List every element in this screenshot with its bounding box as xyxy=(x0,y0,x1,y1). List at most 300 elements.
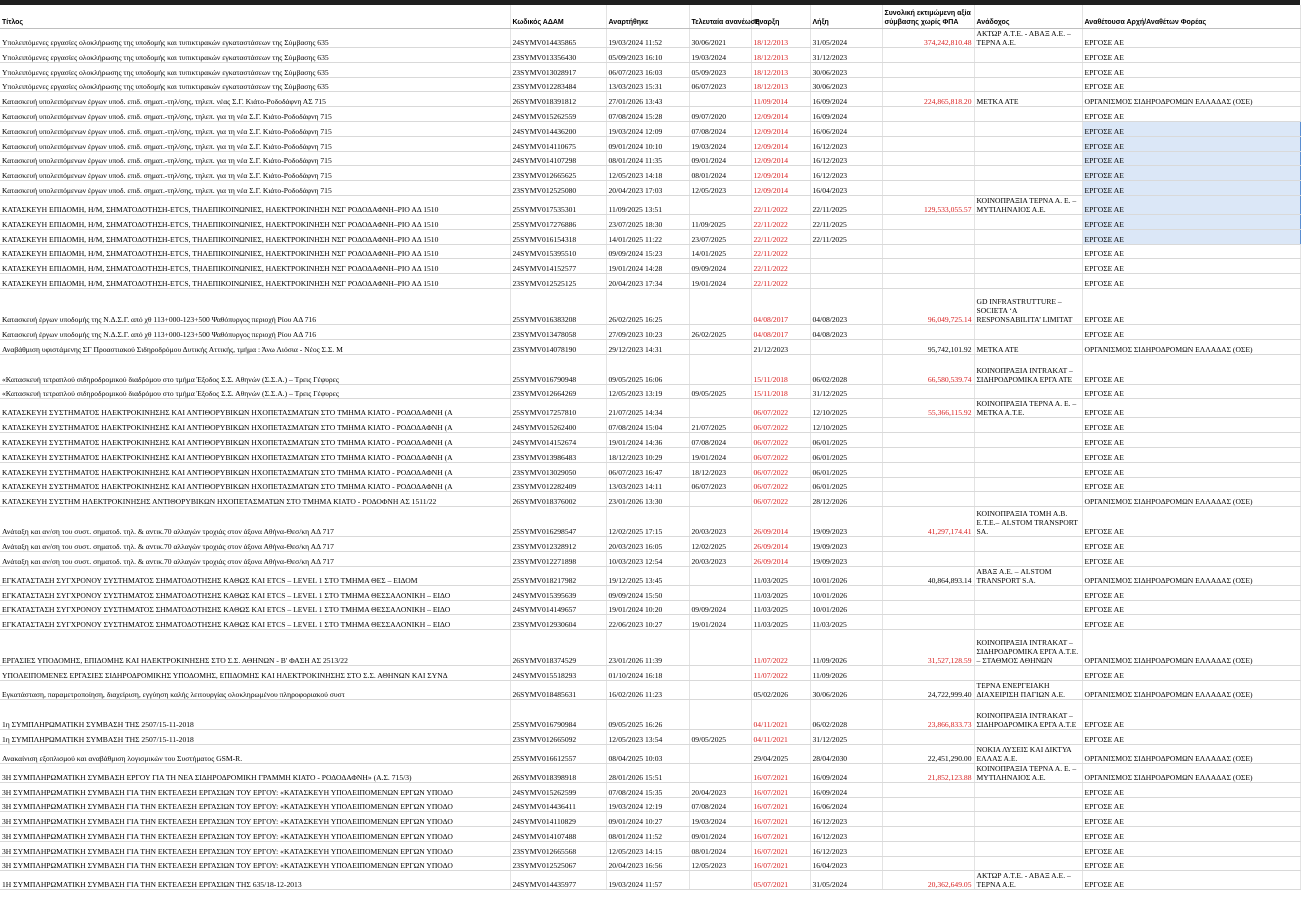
cell-contractor[interactable] xyxy=(974,244,1082,259)
cell-posted[interactable]: 12/05/2023 13:19 xyxy=(606,384,689,399)
cell-last-update[interactable]: 09/07/2020 xyxy=(689,107,751,122)
cell-title[interactable]: ΚΑΤΑΣΚΕΥΗ ΕΠΙΔΟΜΗ, Η/Μ, ΣΗΜΑΤΟΔΟΤΗΣΗ-ETCS, ΤΗΛΕΠΙΚΟΙΝΩΝΙΕΣ, ΗΛΕΚΤΡΟΚΙΝΗΣΗ ΝΣΓ ΡΟΔΟΔΑΦΝΗ–ΡΙΟ ΑΔ 1510 xyxy=(0,214,510,229)
cell-last-update[interactable] xyxy=(689,92,751,107)
cell-posted[interactable]: 19/01/2024 10:20 xyxy=(606,600,689,615)
cell-end[interactable]: 16/06/2024 xyxy=(810,797,882,812)
cell-contractor[interactable] xyxy=(974,166,1082,181)
cell-start[interactable]: 29/04/2025 xyxy=(751,744,810,763)
header-contract-value[interactable]: Συνολική εκτιμώμενη αξία σύμβασης χωρίς ΦΠΑ xyxy=(882,5,974,29)
cell-contract-value[interactable] xyxy=(882,384,974,399)
cell-title[interactable]: 3Η ΣΥΜΠΛΗΡΩΜΑΤΙΚΗ ΣΥΜΒΑΣΗ ΕΡΓΟΥ ΓΙΑ ΤΗ ΝΕΑ ΣΙΔΗΡΟΔΡΟΜΙΚΗ ΓΡΑΜΜΗ ΚΙΑΤΟ - ΡΟΔΟΔΑΦΝΗ» (Α.Σ. 715/3) xyxy=(0,763,510,782)
header-contractor[interactable]: Ανάδοχος xyxy=(974,5,1082,29)
cell-start[interactable]: 04/08/2017 xyxy=(751,288,810,324)
cell-start[interactable]: 16/07/2021 xyxy=(751,812,810,827)
cell-posted[interactable]: 20/04/2023 17:03 xyxy=(606,181,689,196)
cell-adam-code[interactable]: 26SYMV018374529 xyxy=(510,630,606,666)
cell-contract-value[interactable] xyxy=(882,537,974,552)
cell-adam-code[interactable]: 23SYMV012328912 xyxy=(510,537,606,552)
cell-contracting-authority[interactable]: ΟΡΓΑΝΙΣΜΟΣ ΣΙΔΗΡΟΔΡΟΜΩΝ ΕΛΛΑΔΑΣ (ΟΣΕ) xyxy=(1082,630,1300,666)
cell-start[interactable]: 16/07/2021 xyxy=(751,827,810,842)
cell-last-update[interactable]: 09/05/2025 xyxy=(689,384,751,399)
cell-end[interactable]: 19/09/2023 xyxy=(810,507,882,537)
cell-start[interactable]: 12/09/2014 xyxy=(751,136,810,151)
cell-posted[interactable]: 20/04/2023 16:56 xyxy=(606,856,689,871)
cell-title[interactable]: 3Η ΣΥΜΠΛΗΡΩΜΑΤΙΚΗ ΣΥΜΒΑΣΗ ΓΙΑ ΤΗΝ ΕΚΤΕΛΕΣΗ ΕΡΓΑΣΙΩΝ ΤΟΥ ΕΡΓΟΥ: «ΚΑΤΑΣΚΕΥΗ ΥΠΟΛΕΙΠΟΜΕΝΩΝ ΕΡΓΩΝ ΥΠΟΔΟ xyxy=(0,797,510,812)
cell-contract-value[interactable] xyxy=(882,274,974,289)
cell-contract-value[interactable]: 95,742,101.92 xyxy=(882,339,974,354)
cell-contracting-authority[interactable]: ΕΡΓΟΣΕ ΑΕ xyxy=(1082,324,1300,339)
cell-posted[interactable]: 28/01/2026 15:51 xyxy=(606,763,689,782)
cell-start[interactable]: 16/07/2021 xyxy=(751,797,810,812)
cell-end[interactable]: 16/09/2024 xyxy=(810,107,882,122)
cell-contractor[interactable] xyxy=(974,121,1082,136)
header-last-update[interactable]: Τελευταία ανανέωση xyxy=(689,5,751,29)
cell-title[interactable]: Ανακαίνιση εξοπλισμού και αναβάθμιση λογισμικών του Συστήματος GSM-R. xyxy=(0,744,510,763)
cell-adam-code[interactable]: 24SYMV014436411 xyxy=(510,797,606,812)
cell-last-update[interactable]: 09/01/2024 xyxy=(689,151,751,166)
cell-title[interactable]: Κατασκευή υπολειπόμενων έργων υποδ. επιδ. σηματ.-τηλ/σης, τηλεπ. για τη νέα Σ.Γ. Κιάτο-Ροδοδάφνη 715 xyxy=(0,136,510,151)
cell-end[interactable]: 30/06/2023 xyxy=(810,77,882,92)
cell-end[interactable]: 19/09/2023 xyxy=(810,537,882,552)
cell-start[interactable]: 11/07/2022 xyxy=(751,666,810,681)
cell-end[interactable]: 10/01/2026 xyxy=(810,566,882,585)
cell-last-update[interactable]: 19/01/2024 xyxy=(689,274,751,289)
cell-contract-value[interactable]: 40,864,893.14 xyxy=(882,566,974,585)
cell-posted[interactable]: 19/03/2024 12:19 xyxy=(606,797,689,812)
header-adam-code[interactable]: Κωδικός ΑΔΑΜ xyxy=(510,5,606,29)
cell-start[interactable]: 11/03/2025 xyxy=(751,600,810,615)
cell-contract-value[interactable] xyxy=(882,324,974,339)
cell-contracting-authority[interactable]: ΕΡΓΟΣΕ ΑΕ xyxy=(1082,462,1300,477)
cell-title[interactable]: Κατασκευή υπολειπόμενων έργων υποδ. επιδ. σηματ.-τηλ/σης, τηλεπ. για τη νέα Σ.Γ. Κιάτο-Ροδοδάφνη 715 xyxy=(0,181,510,196)
cell-end[interactable] xyxy=(810,339,882,354)
cell-last-update[interactable]: 07/08/2024 xyxy=(689,121,751,136)
cell-contracting-authority[interactable]: ΕΡΓΟΣΕ ΑΕ xyxy=(1082,871,1300,890)
cell-adam-code[interactable]: 25SYMV016383208 xyxy=(510,288,606,324)
cell-title[interactable]: Κατασκευή έργων υποδομής της Ν.Δ.Σ.Γ. από χθ 113+000-123+500 Ψαθόπυργος περιοχή Ρίου ΑΔ 716 xyxy=(0,288,510,324)
cell-start[interactable]: 06/07/2022 xyxy=(751,399,810,418)
cell-end[interactable]: 16/09/2024 xyxy=(810,763,882,782)
cell-contractor[interactable] xyxy=(974,615,1082,630)
cell-contractor[interactable] xyxy=(974,666,1082,681)
cell-contract-value[interactable] xyxy=(882,244,974,259)
cell-last-update[interactable] xyxy=(689,288,751,324)
cell-adam-code[interactable]: 24SYMV014152577 xyxy=(510,259,606,274)
cell-adam-code[interactable]: 25SYMV016298547 xyxy=(510,507,606,537)
cell-contract-value[interactable] xyxy=(882,166,974,181)
cell-last-update[interactable]: 19/03/2024 xyxy=(689,136,751,151)
cell-title[interactable]: 3Η ΣΥΜΠΛΗΡΩΜΑΤΙΚΗ ΣΥΜΒΑΣΗ ΓΙΑ ΤΗΝ ΕΚΤΕΛΕΣΗ ΕΡΓΑΣΙΩΝ ΤΟΥ ΕΡΓΟΥ: «ΚΑΤΑΣΚΕΥΗ ΥΠΟΛΕΙΠΟΜΕΝΩΝ ΕΡΓΩΝ ΥΠΟΔΟ xyxy=(0,827,510,842)
cell-last-update[interactable]: 20/04/2023 xyxy=(689,782,751,797)
cell-posted[interactable]: 08/01/2024 11:35 xyxy=(606,151,689,166)
cell-posted[interactable]: 26/02/2025 16:25 xyxy=(606,288,689,324)
cell-contract-value[interactable] xyxy=(882,462,974,477)
cell-start[interactable]: 22/11/2022 xyxy=(751,274,810,289)
cell-contractor[interactable]: ΑΚΤΩΡ Α.Τ.Ε. - ΑΒΑΞ Α.Ε. – ΤΕΡΝΑ Α.Ε. xyxy=(974,29,1082,48)
cell-title[interactable]: Υπολειπόμενες εργασίες ολοκλήρωσης της υποδομής και τυπικτιρακών εγκαταστάσεων της Σύμβασης 635 xyxy=(0,77,510,92)
cell-last-update[interactable] xyxy=(689,585,751,600)
cell-last-update[interactable] xyxy=(689,492,751,507)
cell-end[interactable]: 12/10/2025 xyxy=(810,418,882,433)
cell-contracting-authority[interactable]: ΕΡΓΟΣΕ ΑΕ xyxy=(1082,384,1300,399)
cell-last-update[interactable]: 12/05/2023 xyxy=(689,856,751,871)
cell-end[interactable]: 28/04/2030 xyxy=(810,744,882,763)
cell-contract-value[interactable] xyxy=(882,48,974,63)
cell-end[interactable]: 22/11/2025 xyxy=(810,229,882,244)
cell-title[interactable]: ΥΠΟΛΕΙΠΟΜΕΝΕΣ ΕΡΓΑΣΙΕΣ ΣΙΔΗΡΟΔΡΟΜΙΚΗΣ ΥΠΟΔΟΜΗΣ, ΕΠΙΔΟΜΗΣ ΚΑΙ ΗΛΕΚΤΡΟΚΙΝΗΣΗΣ ΣΤΟ Σ.Σ. ΑΘΗΝΩΝ ΚΑΙ ΣΥΝΔ xyxy=(0,666,510,681)
cell-end[interactable]: 12/10/2025 xyxy=(810,399,882,418)
cell-title[interactable]: ΕΡΓΑΣΙΕΣ ΥΠΟΔΟΜΗΣ, ΕΠΙΔΟΜΗΣ ΚΑΙ ΗΛΕΚΤΡΟΚΙΝΗΣΗΣ ΣΤΟ Σ.Σ. ΑΘΗΝΩΝ - Β' ΦΑΣΗ ΑΣ 2513/22 xyxy=(0,630,510,666)
cell-title[interactable]: Ανάταξη και αν/ση του συστ. σηματοδ. τηλ. & αντικ.70 αλλαγών τροχιάς στον άξονα Αθήνα-Θεσ/κη ΑΔ 717 xyxy=(0,507,510,537)
cell-end[interactable]: 11/09/2026 xyxy=(810,666,882,681)
cell-posted[interactable]: 05/09/2023 16:10 xyxy=(606,48,689,63)
cell-contracting-authority[interactable]: ΕΡΓΟΣΕ ΑΕ xyxy=(1082,699,1300,729)
cell-adam-code[interactable]: 26SYMV018376002 xyxy=(510,492,606,507)
cell-start[interactable]: 22/11/2022 xyxy=(751,214,810,229)
cell-adam-code[interactable]: 23SYMV014078190 xyxy=(510,339,606,354)
cell-start[interactable]: 12/09/2014 xyxy=(751,151,810,166)
cell-title[interactable]: ΚΑΤΑΣΚΕΥΗ ΣΥΣΤΗΜΑΤΟΣ ΗΛΕΚΤΡΟΚΙΝΗΣΗΣ ΚΑΙ ΑΝΤΙΘΟΡΥΒΙΚΩΝ ΗΧΟΠΕΤΑΣΜΑΤΩΝ ΣΤΟ ΤΜΗΜΑ ΚΙΑΤΟ - ΡΟΔΟΔΑΦΝΗ (Α xyxy=(0,447,510,462)
cell-end[interactable]: 16/12/2023 xyxy=(810,812,882,827)
cell-contract-value[interactable] xyxy=(882,259,974,274)
cell-start[interactable]: 21/12/2023 xyxy=(751,339,810,354)
cell-title[interactable]: Εγκατάσταση, παραμετροποίηση, διαχείριση, εγγύηση καλής λειτουργίας ολοκληρωμένου πληροφοριακού συστ xyxy=(0,680,510,699)
cell-posted[interactable]: 07/08/2024 15:04 xyxy=(606,418,689,433)
cell-end[interactable]: 31/12/2025 xyxy=(810,384,882,399)
cell-adam-code[interactable]: 25SYMV016790984 xyxy=(510,699,606,729)
cell-title[interactable]: 3Η ΣΥΜΠΛΗΡΩΜΑΤΙΚΗ ΣΥΜΒΑΣΗ ΓΙΑ ΤΗΝ ΕΚΤΕΛΕΣΗ ΕΡΓΑΣΙΩΝ ΤΟΥ ΕΡΓΟΥ: «ΚΑΤΑΣΚΕΥΗ ΥΠΟΛΕΙΠΟΜΕΝΩΝ ΕΡΓΩΝ ΥΠΟΔΟ xyxy=(0,856,510,871)
cell-end[interactable]: 16/12/2023 xyxy=(810,151,882,166)
cell-last-update[interactable]: 21/07/2025 xyxy=(689,418,751,433)
cell-posted[interactable]: 08/04/2025 10:03 xyxy=(606,744,689,763)
cell-last-update[interactable]: 26/02/2025 xyxy=(689,324,751,339)
cell-contractor[interactable]: ΚΟΙΝΟΠΡΑΞΙΑ ΤΕΡΝΑ Α. Ε. – ΜΕΤΚΑ Α.Τ.Ε. xyxy=(974,399,1082,418)
cell-posted[interactable]: 20/04/2023 17:34 xyxy=(606,274,689,289)
cell-end[interactable]: 06/01/2025 xyxy=(810,447,882,462)
cell-last-update[interactable]: 07/08/2024 xyxy=(689,797,751,812)
cell-contract-value[interactable] xyxy=(882,615,974,630)
cell-last-update[interactable]: 06/07/2023 xyxy=(689,477,751,492)
cell-contractor[interactable] xyxy=(974,107,1082,122)
cell-last-update[interactable]: 09/09/2024 xyxy=(689,259,751,274)
cell-adam-code[interactable]: 26SYMV018398918 xyxy=(510,763,606,782)
cell-contract-value[interactable]: 96,049,725.14 xyxy=(882,288,974,324)
cell-start[interactable]: 22/11/2022 xyxy=(751,229,810,244)
cell-last-update[interactable]: 14/01/2025 xyxy=(689,244,751,259)
cell-start[interactable]: 26/09/2014 xyxy=(751,551,810,566)
cell-start[interactable]: 04/11/2021 xyxy=(751,729,810,744)
cell-last-update[interactable]: 19/01/2024 xyxy=(689,615,751,630)
cell-last-update[interactable] xyxy=(689,699,751,729)
cell-adam-code[interactable]: 26SYMV018391812 xyxy=(510,92,606,107)
cell-last-update[interactable] xyxy=(689,630,751,666)
cell-contracting-authority[interactable]: ΟΡΓΑΝΙΣΜΟΣ ΣΙΔΗΡΟΔΡΟΜΩΝ ΕΛΛΑΔΑΣ (ΟΣΕ) xyxy=(1082,680,1300,699)
cell-posted[interactable]: 19/03/2024 11:57 xyxy=(606,871,689,890)
cell-adam-code[interactable]: 24SYMV014435977 xyxy=(510,871,606,890)
cell-last-update[interactable]: 09/09/2024 xyxy=(689,600,751,615)
cell-title[interactable]: Κατασκευή υπολειπόμενων έργων υποδ. επιδ. σηματ.-τηλ/σης, τηλεπ. για τη νέα Σ.Γ. Κιάτο-Ροδοδάφνη 715 xyxy=(0,121,510,136)
cell-last-update[interactable]: 12/05/2023 xyxy=(689,181,751,196)
cell-last-update[interactable] xyxy=(689,666,751,681)
cell-posted[interactable]: 20/03/2023 16:05 xyxy=(606,537,689,552)
cell-contractor[interactable] xyxy=(974,477,1082,492)
cell-contracting-authority[interactable]: ΕΡΓΟΣΕ ΑΕ xyxy=(1082,166,1300,181)
cell-adam-code[interactable]: 23SYMV012665092 xyxy=(510,729,606,744)
cell-posted[interactable]: 23/01/2026 11:39 xyxy=(606,630,689,666)
cell-contract-value[interactable]: 66,580,539.74 xyxy=(882,354,974,384)
cell-contract-value[interactable]: 55,366,115.92 xyxy=(882,399,974,418)
cell-contract-value[interactable] xyxy=(882,229,974,244)
cell-adam-code[interactable]: 24SYMV015518293 xyxy=(510,666,606,681)
cell-title[interactable]: ΚΑΤΑΣΚΕΥΗ ΕΠΙΔΟΜΗ, Η/Μ, ΣΗΜΑΤΟΔΟΤΗΣΗ-ETCS, ΤΗΛΕΠΙΚΟΙΝΩΝΙΕΣ, ΗΛΕΚΤΡΟΚΙΝΗΣΗ ΝΣΓ ΡΟΔΟΔΑΦΝΗ–ΡΙΟ ΑΔ 1510 xyxy=(0,229,510,244)
cell-contracting-authority[interactable]: ΟΡΓΑΝΙΣΜΟΣ ΣΙΔΗΡΟΔΡΟΜΩΝ ΕΛΛΑΔΑΣ (ΟΣΕ) xyxy=(1082,339,1300,354)
cell-adam-code[interactable]: 24SYMV015395510 xyxy=(510,244,606,259)
cell-title[interactable]: ΚΑΤΑΣΚΕΥΗ ΣΥΣΤΗΜ ΗΛΕΚΤΡΟΚΙΝΗΣΗΣ ΑΝΤΙΘΟΡΥΒΙΚΩΝ ΗΧΟΠΕΤΑΣΜΑΤΩΝ ΣΤΟ ΤΜΗΜΑ ΚΙΑΤΟ - ΡΟΔΟΦΝΗ ΑΣ 1511/22 xyxy=(0,492,510,507)
cell-start[interactable]: 15/11/2018 xyxy=(751,354,810,384)
cell-contract-value[interactable] xyxy=(882,121,974,136)
cell-end[interactable]: 31/12/2023 xyxy=(810,48,882,63)
cell-contractor[interactable]: ΜΕΤΚΑ ΑΤΕ xyxy=(974,339,1082,354)
cell-contract-value[interactable] xyxy=(882,551,974,566)
cell-posted[interactable]: 19/03/2024 12:09 xyxy=(606,121,689,136)
cell-adam-code[interactable]: 23SYMV012665625 xyxy=(510,166,606,181)
cell-last-update[interactable] xyxy=(689,763,751,782)
cell-posted[interactable]: 09/09/2024 15:23 xyxy=(606,244,689,259)
cell-contracting-authority[interactable]: ΕΡΓΟΣΕ ΑΕ xyxy=(1082,507,1300,537)
cell-adam-code[interactable]: 23SYMV012282409 xyxy=(510,477,606,492)
header-title[interactable]: Τίτλος xyxy=(0,5,510,29)
cell-contractor[interactable]: ΚΟΙΝΟΠΡΑΞΙΑ INTRAKAT – ΣΙΔΗΡΟΔΡΟΜΙΚΑ ΕΡΓΑ Α.Τ.Ε. – ΣΤΑΘΜΟΣ ΑΘΗΝΩΝ xyxy=(974,630,1082,666)
cell-contracting-authority[interactable]: ΕΡΓΟΣΕ ΑΕ xyxy=(1082,136,1300,151)
cell-last-update[interactable] xyxy=(689,354,751,384)
cell-last-update[interactable]: 08/01/2024 xyxy=(689,841,751,856)
cell-contracting-authority[interactable]: ΟΡΓΑΝΙΣΜΟΣ ΣΙΔΗΡΟΔΡΟΜΩΝ ΕΛΛΑΔΑΣ (ΟΣΕ) xyxy=(1082,566,1300,585)
cell-contracting-authority[interactable]: ΕΡΓΟΣΕ ΑΕ xyxy=(1082,551,1300,566)
cell-contracting-authority[interactable]: ΕΡΓΟΣΕ ΑΕ xyxy=(1082,812,1300,827)
cell-contracting-authority[interactable]: ΟΡΓΑΝΙΣΜΟΣ ΣΙΔΗΡΟΔΡΟΜΩΝ ΕΛΛΑΔΑΣ (ΟΣΕ) xyxy=(1082,744,1300,763)
cell-contractor[interactable] xyxy=(974,537,1082,552)
cell-last-update[interactable]: 09/05/2025 xyxy=(689,729,751,744)
cell-contract-value[interactable] xyxy=(882,585,974,600)
cell-posted[interactable]: 27/09/2023 10:23 xyxy=(606,324,689,339)
cell-contracting-authority[interactable]: ΕΡΓΟΣΕ ΑΕ xyxy=(1082,585,1300,600)
cell-contract-value[interactable]: 41,297,174.41 xyxy=(882,507,974,537)
cell-posted[interactable]: 09/01/2024 10:10 xyxy=(606,136,689,151)
cell-last-update[interactable] xyxy=(689,680,751,699)
cell-contract-value[interactable] xyxy=(882,841,974,856)
cell-title[interactable]: 1η ΣΥΜΠΛΗΡΩΜΑΤΙΚΗ ΣΥΜΒΑΣΗ ΤΗΣ 2507/15-11-2018 xyxy=(0,699,510,729)
cell-end[interactable] xyxy=(810,244,882,259)
cell-contracting-authority[interactable]: ΕΡΓΟΣΕ ΑΕ xyxy=(1082,856,1300,871)
cell-start[interactable]: 06/07/2022 xyxy=(751,418,810,433)
cell-contractor[interactable]: GD INFRASTRUTTURE – SOCIETA ‘A RESPONSABILITA’ LIMITAT xyxy=(974,288,1082,324)
cell-end[interactable]: 11/09/2026 xyxy=(810,630,882,666)
cell-contract-value[interactable] xyxy=(882,447,974,462)
cell-end[interactable]: 31/05/2024 xyxy=(810,29,882,48)
cell-last-update[interactable] xyxy=(689,195,751,214)
cell-posted[interactable]: 14/01/2025 11:22 xyxy=(606,229,689,244)
cell-adam-code[interactable]: 23SYMV012271898 xyxy=(510,551,606,566)
cell-end[interactable]: 16/06/2024 xyxy=(810,121,882,136)
cell-contracting-authority[interactable]: ΕΡΓΟΣΕ ΑΕ xyxy=(1082,841,1300,856)
cell-end[interactable] xyxy=(810,259,882,274)
cell-posted[interactable]: 19/01/2024 14:28 xyxy=(606,259,689,274)
cell-contracting-authority[interactable]: ΕΡΓΟΣΕ ΑΕ xyxy=(1082,418,1300,433)
cell-contracting-authority[interactable]: ΕΡΓΟΣΕ ΑΕ xyxy=(1082,259,1300,274)
cell-adam-code[interactable]: 23SYMV012665568 xyxy=(510,841,606,856)
cell-contractor[interactable] xyxy=(974,181,1082,196)
cell-start[interactable]: 16/07/2021 xyxy=(751,763,810,782)
cell-contracting-authority[interactable]: ΟΡΓΑΝΙΣΜΟΣ ΣΙΔΗΡΟΔΡΟΜΩΝ ΕΛΛΑΔΑΣ (ΟΣΕ) xyxy=(1082,492,1300,507)
header-end[interactable]: Λήξη xyxy=(810,5,882,29)
cell-posted[interactable]: 16/02/2026 11:23 xyxy=(606,680,689,699)
cell-contract-value[interactable]: 22,451,290.00 xyxy=(882,744,974,763)
cell-title[interactable]: 3Η ΣΥΜΠΛΗΡΩΜΑΤΙΚΗ ΣΥΜΒΑΣΗ ΓΙΑ ΤΗΝ ΕΚΤΕΛΕΣΗ ΕΡΓΑΣΙΩΝ ΤΟΥ ΕΡΓΟΥ: «ΚΑΤΑΣΚΕΥΗ ΥΠΟΛΕΙΠΟΜΕΝΩΝ ΕΡΓΩΝ ΥΠΟΔΟ xyxy=(0,782,510,797)
cell-end[interactable]: 19/09/2023 xyxy=(810,551,882,566)
cell-last-update[interactable]: 19/03/2024 xyxy=(689,812,751,827)
cell-contracting-authority[interactable]: ΕΡΓΟΣΕ ΑΕ xyxy=(1082,77,1300,92)
cell-start[interactable]: 11/09/2014 xyxy=(751,92,810,107)
cell-end[interactable]: 16/04/2023 xyxy=(810,856,882,871)
cell-contracting-authority[interactable]: ΕΡΓΟΣΕ ΑΕ xyxy=(1082,477,1300,492)
cell-posted[interactable]: 23/07/2025 18:30 xyxy=(606,214,689,229)
cell-contracting-authority[interactable]: ΕΡΓΟΣΕ ΑΕ xyxy=(1082,354,1300,384)
cell-adam-code[interactable]: 24SYMV015262400 xyxy=(510,418,606,433)
cell-contract-value[interactable]: 20,362,649.05 xyxy=(882,871,974,890)
cell-posted[interactable]: 07/08/2024 15:35 xyxy=(606,782,689,797)
cell-posted[interactable]: 21/07/2025 14:34 xyxy=(606,399,689,418)
cell-contractor[interactable] xyxy=(974,384,1082,399)
cell-title[interactable]: ΕΓΚΑΤΑΣΤΑΣΗ ΣΥΓΧΡΟΝΟΥ ΣΥΣΤΗΜΑΤΟΣ ΣΗΜΑΤΟΔΟΤΗΣΗΣ ΚΑΘΩΣ ΚΑΙ ETCS – LEVEL 1 ΣΤΟ ΤΜΗΜΑ ΘΕΣΣΑΛΟΝΙΚΗ – ΕΙΔΟ xyxy=(0,600,510,615)
cell-start[interactable]: 11/03/2025 xyxy=(751,615,810,630)
cell-contractor[interactable] xyxy=(974,492,1082,507)
cell-contract-value[interactable] xyxy=(882,729,974,744)
cell-adam-code[interactable]: 24SYMV014152674 xyxy=(510,433,606,448)
cell-end[interactable]: 16/12/2023 xyxy=(810,827,882,842)
cell-contractor[interactable] xyxy=(974,551,1082,566)
cell-title[interactable]: Αναβάθμιση υφιστάμενης ΣΓ Προαστιακού Σιδηροδρόμου Δυτικής Αττικής, τμήμα : Άνω Λιόσια - Νέος Σ.Σ. Μ xyxy=(0,339,510,354)
cell-end[interactable]: 30/06/2026 xyxy=(810,680,882,699)
cell-start[interactable]: 16/07/2021 xyxy=(751,856,810,871)
cell-end[interactable]: 10/01/2026 xyxy=(810,600,882,615)
cell-adam-code[interactable]: 25SYMV016154318 xyxy=(510,229,606,244)
cell-last-update[interactable] xyxy=(689,744,751,763)
cell-title[interactable]: Κατασκευή έργων υποδομής της Ν.Δ.Σ.Γ. από χθ 113+000-123+500 Ψαθόπυργος περιοχή Ρίου ΑΔ 716 xyxy=(0,324,510,339)
cell-contracting-authority[interactable]: ΕΡΓΟΣΕ ΑΕ xyxy=(1082,244,1300,259)
cell-adam-code[interactable]: 23SYMV013478058 xyxy=(510,324,606,339)
cell-contract-value[interactable] xyxy=(882,136,974,151)
cell-end[interactable]: 06/02/2028 xyxy=(810,699,882,729)
cell-end[interactable]: 31/12/2025 xyxy=(810,729,882,744)
cell-contract-value[interactable] xyxy=(882,418,974,433)
cell-title[interactable]: 3Η ΣΥΜΠΛΗΡΩΜΑΤΙΚΗ ΣΥΜΒΑΣΗ ΓΙΑ ΤΗΝ ΕΚΤΕΛΕΣΗ ΕΡΓΑΣΙΩΝ ΤΟΥ ΕΡΓΟΥ: «ΚΑΤΑΣΚΕΥΗ ΥΠΟΛΕΙΠΟΜΕΝΩΝ ΕΡΓΩΝ ΥΠΟΔΟ xyxy=(0,812,510,827)
cell-title[interactable]: 1η ΣΥΜΠΛΗΡΩΜΑΤΙΚΗ ΣΥΜΒΑΣΗ ΤΗΣ 2507/15-11-2018 xyxy=(0,729,510,744)
cell-last-update[interactable]: 11/09/2025 xyxy=(689,214,751,229)
cell-posted[interactable]: 08/01/2024 11:52 xyxy=(606,827,689,842)
cell-adam-code[interactable]: 24SYMV014435865 xyxy=(510,29,606,48)
cell-last-update[interactable]: 23/07/2025 xyxy=(689,229,751,244)
cell-contractor[interactable] xyxy=(974,214,1082,229)
cell-adam-code[interactable]: 23SYMV013356430 xyxy=(510,48,606,63)
cell-posted[interactable]: 12/05/2023 14:15 xyxy=(606,841,689,856)
cell-start[interactable]: 05/02/2026 xyxy=(751,680,810,699)
cell-contract-value[interactable]: 31,527,128.59 xyxy=(882,630,974,666)
cell-end[interactable]: 31/05/2024 xyxy=(810,871,882,890)
cell-posted[interactable]: 01/10/2024 16:18 xyxy=(606,666,689,681)
cell-title[interactable]: Υπολειπόμενες εργασίες ολοκλήρωσης της υποδομής και τυπικτιρακών εγκαταστάσεων της Σύμβασης 635 xyxy=(0,62,510,77)
cell-last-update[interactable]: 18/12/2023 xyxy=(689,462,751,477)
cell-title[interactable]: ΚΑΤΑΣΚΕΥΗ ΕΠΙΔΟΜΗ, Η/Μ, ΣΗΜΑΤΟΔΟΤΗΣΗ-ETCS, ΤΗΛΕΠΙΚΟΙΝΩΝΙΕΣ, ΗΛΕΚΤΡΟΚΙΝΗΣΗ ΝΣΓ ΡΟΔΟΔΑΦΝΗ–ΡΙΟ ΑΔ 1510 xyxy=(0,195,510,214)
cell-contractor[interactable] xyxy=(974,797,1082,812)
cell-posted[interactable]: 06/07/2023 16:03 xyxy=(606,62,689,77)
cell-contracting-authority[interactable]: ΕΡΓΟΣΕ ΑΕ xyxy=(1082,107,1300,122)
cell-end[interactable]: 28/12/2026 xyxy=(810,492,882,507)
cell-contract-value[interactable]: 129,533,055.57 xyxy=(882,195,974,214)
cell-contract-value[interactable] xyxy=(882,214,974,229)
cell-contracting-authority[interactable]: ΕΡΓΟΣΕ ΑΕ xyxy=(1082,121,1300,136)
cell-start[interactable]: 11/03/2025 xyxy=(751,566,810,585)
cell-contracting-authority[interactable]: ΟΡΓΑΝΙΣΜΟΣ ΣΙΔΗΡΟΔΡΟΜΩΝ ΕΛΛΑΔΑΣ (ΟΣΕ) xyxy=(1082,92,1300,107)
cell-posted[interactable]: 11/09/2025 13:51 xyxy=(606,195,689,214)
cell-end[interactable]: 06/01/2025 xyxy=(810,433,882,448)
cell-contract-value[interactable] xyxy=(882,107,974,122)
cell-posted[interactable]: 09/09/2024 15:50 xyxy=(606,585,689,600)
cell-start[interactable]: 06/07/2022 xyxy=(751,447,810,462)
cell-adam-code[interactable]: 24SYMV015262559 xyxy=(510,107,606,122)
cell-contractor[interactable]: ΚΟΙΝΟΠΡΑΞΙΑ ΤΟΜΗ Α.Β. Ε.Τ.Ε.– ALSTOM TRANSPORT SA. xyxy=(974,507,1082,537)
cell-last-update[interactable]: 05/09/2023 xyxy=(689,62,751,77)
cell-contract-value[interactable] xyxy=(882,666,974,681)
cell-end[interactable]: 30/06/2023 xyxy=(810,62,882,77)
cell-start[interactable]: 18/12/2013 xyxy=(751,48,810,63)
cell-contracting-authority[interactable]: ΕΡΓΟΣΕ ΑΕ xyxy=(1082,433,1300,448)
cell-end[interactable]: 22/11/2025 xyxy=(810,195,882,214)
cell-last-update[interactable]: 08/01/2024 xyxy=(689,166,751,181)
cell-adam-code[interactable]: 24SYMV014110675 xyxy=(510,136,606,151)
cell-adam-code[interactable]: 23SYMV013028917 xyxy=(510,62,606,77)
cell-start[interactable]: 12/09/2014 xyxy=(751,121,810,136)
cell-start[interactable]: 26/09/2014 xyxy=(751,537,810,552)
cell-contractor[interactable] xyxy=(974,462,1082,477)
cell-contract-value[interactable] xyxy=(882,797,974,812)
cell-adam-code[interactable]: 23SYMV012930604 xyxy=(510,615,606,630)
cell-adam-code[interactable]: 25SYMV017535301 xyxy=(510,195,606,214)
cell-contractor[interactable] xyxy=(974,841,1082,856)
cell-title[interactable]: ΚΑΤΑΣΚΕΥΗ ΣΥΣΤΗΜΑΤΟΣ ΗΛΕΚΤΡΟΚΙΝΗΣΗΣ ΚΑΙ ΑΝΤΙΘΟΡΥΒΙΚΩΝ ΗΧΟΠΕΤΑΣΜΑΤΩΝ ΣΤΟ ΤΜΗΜΑ ΚΙΑΤΟ - ΡΟΔΟΔΑΦΝΗ (Α xyxy=(0,433,510,448)
cell-contractor[interactable] xyxy=(974,447,1082,462)
cell-contract-value[interactable]: 374,242,810.48 xyxy=(882,29,974,48)
cell-posted[interactable]: 13/03/2023 15:31 xyxy=(606,77,689,92)
cell-adam-code[interactable]: 24SYMV014110829 xyxy=(510,812,606,827)
cell-contracting-authority[interactable]: ΕΡΓΟΣΕ ΑΕ xyxy=(1082,151,1300,166)
cell-last-update[interactable]: 07/08/2024 xyxy=(689,433,751,448)
cell-contractor[interactable] xyxy=(974,827,1082,842)
cell-contracting-authority[interactable]: ΕΡΓΟΣΕ ΑΕ xyxy=(1082,827,1300,842)
cell-start[interactable]: 05/07/2021 xyxy=(751,871,810,890)
cell-start[interactable]: 22/11/2022 xyxy=(751,244,810,259)
cell-posted[interactable]: 22/06/2023 10:27 xyxy=(606,615,689,630)
cell-title[interactable]: ΚΑΤΑΣΚΕΥΗ ΕΠΙΔΟΜΗ, Η/Μ, ΣΗΜΑΤΟΔΟΤΗΣΗ-ETCS, ΤΗΛΕΠΙΚΟΙΝΩΝΙΕΣ, ΗΛΕΚΤΡΟΚΙΝΗΣΗ ΝΣΓ ΡΟΔΟΔΑΦΝΗ–ΡΙΟ ΑΔ 1510 xyxy=(0,244,510,259)
cell-contractor[interactable] xyxy=(974,729,1082,744)
cell-start[interactable]: 18/12/2013 xyxy=(751,62,810,77)
cell-title[interactable]: Κατασκευή υπολειπόμενων έργων υποδ. επιδ. σηματ.-τηλ/σης, τηλεπ. για τη νέα Σ.Γ. Κιάτο-Ροδοδάφνη 715 xyxy=(0,151,510,166)
cell-posted[interactable]: 07/08/2024 15:28 xyxy=(606,107,689,122)
cell-adam-code[interactable]: 24SYMV014149657 xyxy=(510,600,606,615)
cell-start[interactable]: 18/12/2013 xyxy=(751,77,810,92)
cell-adam-code[interactable]: 25SYMV016612557 xyxy=(510,744,606,763)
cell-contractor[interactable]: ΚΟΙΝΟΠΡΑΞΙΑ ΤΕΡΝΑ Α. Ε. – ΜΥΤΙΛΗΝΑΙΟΣ Α.Ε. xyxy=(974,763,1082,782)
cell-posted[interactable]: 13/03/2023 14:11 xyxy=(606,477,689,492)
